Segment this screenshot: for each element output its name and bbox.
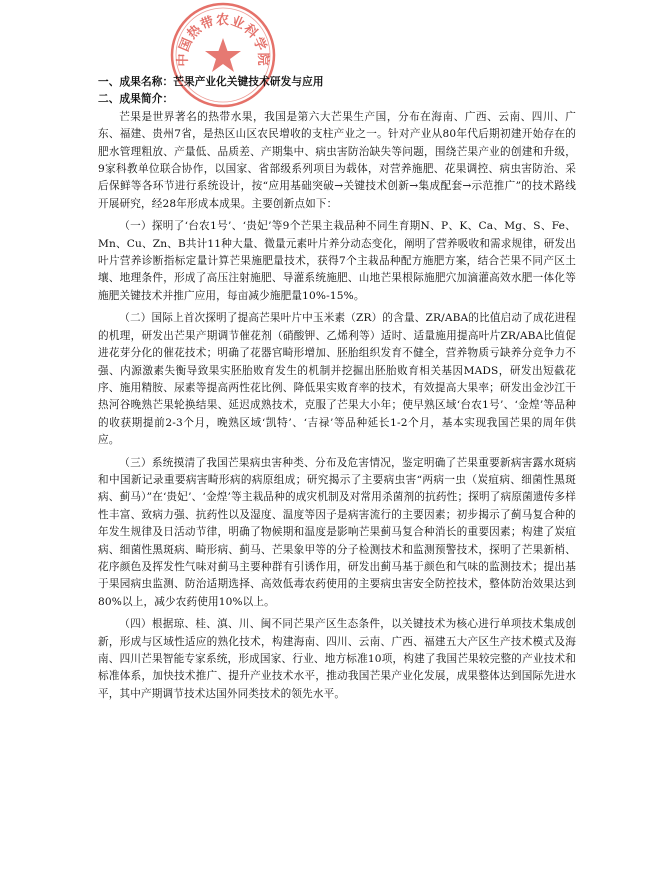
seal-star-icon bbox=[205, 38, 241, 72]
paragraph-innovation-2: （二）国际上首次探明了提高芒果叶片中玉米素（ZR）的含量、ZR/ABA的比值启动了成花进程的机理，研发出芒果产期调节催花剂（硝酸钾、乙烯利等）适时、适量施用提高叶片ZR/ABA比值促进花芽分化的催花技术；明确了花器官畸形增加、胚胎组织发育不健全，营养物质亏缺养分竞争力不强、内源激素失衡导致果实胚胎败育发生的机制并挖掘出胚胎败育相关基因MADS，研发出短截花序、施用精胺、尿素等提高两性花比例、降低果实败育率的技术，有效提高大果率；研发出金沙江干热河谷晚熟芒果轮换结果、延迟成熟技术，克服了芒果大小年；使早熟区域‘台农1号’、‘金煌’等品种的收获期提前2-3个月，晚熟区域‘凯特’、‘吉禄’等品种延长1-2个月，基本实现我国芒果的周年供应。 bbox=[98, 312, 576, 447]
paragraph-intro: 芒果是世界著名的热带水果，我国是第六大芒果生产国，分布在海南、广西、云南、四川、广东、福建、贵州7省，是热区山区农民增收的支柱产业之一。针对产业从80年代后期初建开始存在的肥水管理粗放、产量低、品质差、产期集中、病虫害防治缺失等问题，围绕芒果产业的创建和升级，9家科教单位联合协作，以国家、省部级系列项目为载体，对营养施肥、花果调控、病虫害防治、采后保鲜等各环节进行系统设计，按“应用基础突破→关键技术创新→集成配套→示范推广”的技术路线开展研究，经28年形成本成果。主要创新点如下： bbox=[98, 110, 576, 210]
paragraph-innovation-3: （三）系统摸清了我国芒果病虫害种类、分布及危害情况，鉴定明确了芒果重要新病害露水斑病和中国新记录重要病害畸形病的病原组成；研究揭示了主要病虫害“两病一虫（炭疽病、细菌性黑斑病、蓟马）”在‘贵妃’、‘金煌’等主栽品种的成灾机制及对常用杀菌剂的抗药性；探明了病原菌遗传多样性丰富、致病力强、抗药性以及湿度、温度等因子是病害流行的主要因素；初步揭示了蓟马复合种的年发生规律及日活动节律，明确了物候期和温度是影响芒果蓟马复合种消长的重要因素；构建了炭疽病、细菌性黑斑病、畸形病、蓟马、芒果象甲等的分子检测技术和监测预警技术，探明了芒果新梢、花序颜色及挥发性气味对蓟马主要种群有引诱作用，研发出蓟马基于颜色和气味的监测技术；提出基于果园病虫监测、防治适期选择、高效低毒农药使用的主要病虫害安全防控技术，整体防治效果达到80%以上，减少农药使用10%以上。 bbox=[98, 456, 576, 608]
paragraph-innovation-4: （四）根据琼、桂、滇、川、闽不同芒果产区生态条件，以关键技术为核心进行单项技术集成创新，形成与区域性适应的熟化技术，构建海南、四川、云南、广西、福建五大产区生产技术模式及海南、四川芒果智能专家系统，形成国家、行业、地方标准10项，构建了我国芒果较完整的产业技术和标准体系，加快技术推广、提升产业技术水平，推动我国芒果产业化发展，成果整体达到国际先进水平，其中产期调节技术达国外同类技术的领先水平。 bbox=[98, 618, 576, 700]
result-summary-heading: 二、成果简介： bbox=[98, 93, 174, 106]
paragraph-innovation-1: （一）探明了‘台农1号’、‘贵妃’等9个芒果主栽品种不同生育期N、P、K、Ca、Mg、S、Fe、Mn、Cu、Zn、B共计11种大量、微量元素叶片养分动态变化，阐明了营养吸收和需求规律，研发出叶片营养诊断指标定量计算芒果施肥量技术，获得7个主栽品种配方施肥方案，结合芒果不同产区土壤、地理条件，形成了高压注射施肥、导灌系统施肥、山地芒果根际施肥穴加滴灌高效水肥一体化等施肥关键技术并推广应用，每亩减少施肥量10%-15%。 bbox=[98, 220, 576, 302]
result-name-heading: 一、成果名称：芒果产业化关键技术研发与应用 bbox=[98, 76, 324, 88]
seal-text: 中国热带农业科学院 bbox=[175, 12, 271, 67]
document-body bbox=[98, 74, 576, 703]
